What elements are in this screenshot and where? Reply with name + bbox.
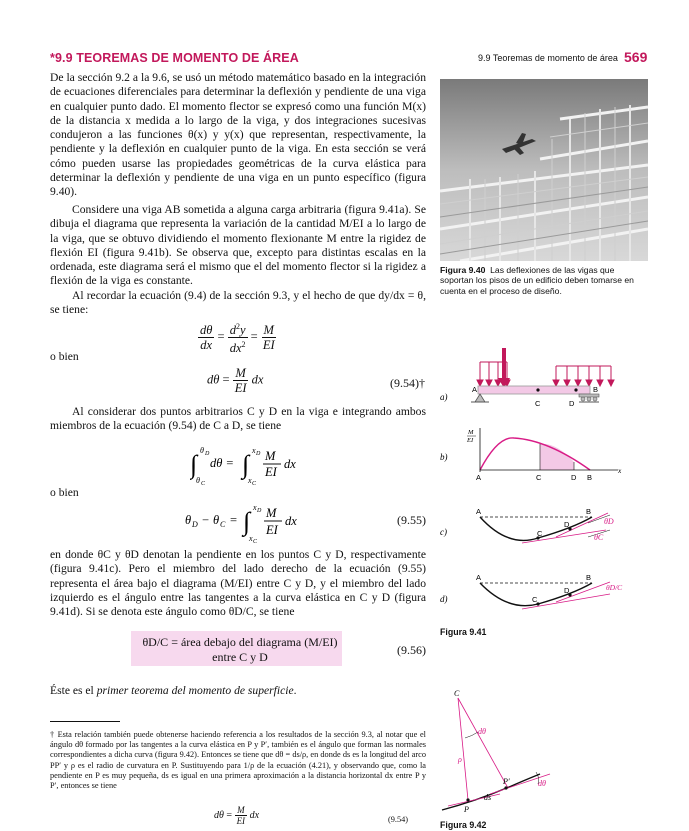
svg-text:θ: θ: [200, 446, 204, 455]
footnote-equation: dθ = $\frac{M}{EI}$ dx: [214, 805, 260, 826]
fig-9-41-sub-c: c): [440, 527, 447, 537]
equation-9-56-number: (9.56): [397, 643, 426, 657]
figure-9-40-photo: [440, 79, 648, 261]
fig-9-41-sub-b: b): [440, 452, 448, 462]
svg-text:θ: θ: [213, 513, 220, 527]
fig-9-41c-theta-D: θD: [604, 517, 614, 526]
equation-9-55-graphic: [185, 498, 315, 546]
svg-text:x: x: [249, 534, 253, 543]
svg-text:=: =: [230, 513, 238, 527]
svg-text:C: C: [253, 539, 258, 545]
svg-text:θ: θ: [196, 476, 200, 485]
fig-9-41d-point-A: A: [476, 573, 482, 582]
figure-9-42-label: Figura 9.42: [440, 820, 487, 830]
equation-9-4: $\frac{d\theta}{dx}$ = $\frac{d^2y}{dx^2}$ = $\frac{M}{EI}$: [200, 322, 275, 356]
equation-9-54: dθ = $\frac{M}{EI}$ dx: [207, 366, 264, 395]
fig-9-41a-point-B: B: [593, 385, 599, 394]
footnote: † Esta relación también puede obtenerse haciendo referencia a los resultados de la sección 9.3, al notar que el ángulo dθ formado por las tangentes a la curva elástica en P y P′, también es el ángulo que forman las normales correspondientes a dicha curva (figura 9.42). Entonces se tiene que dθ = ds/ρ, en donde ds es la longitud del arco PP′ y ρ es el radio de curvatura en P. Sustituyendo para 1/ρ de la ecuación (4.21), y observando que, como la pendiente en P es muy pequeña, ds es igual en una primera aproximación a la distancia horizontal dx entre P y P′, entonces se tiene: [50, 730, 426, 791]
section-title: *9.9 TEOREMAS DE MOMENTO DE ÁREA: [50, 51, 299, 65]
theorem-box-text: [140, 635, 340, 665]
equation-9-55: [185, 498, 315, 546]
equation-integral: [190, 443, 310, 488]
svg-text:C: C: [252, 481, 257, 487]
footnote-rule: [50, 721, 120, 722]
theorem-line-1: θD/C = área debajo del diagrama (M/EI): [142, 635, 338, 649]
svg-text:x: x: [253, 503, 257, 512]
fig-9-41-sub-a: a): [440, 392, 448, 402]
figure-9-41: [438, 340, 650, 625]
equation-9-54-number: (9.54)†: [390, 376, 425, 390]
fig-9-42-point-P: P: [464, 805, 469, 814]
fig-9-42-point-P-prime: P′: [503, 777, 510, 786]
running-head: 9.9 Teoremas de momento de área: [478, 53, 618, 63]
svg-text:M: M: [265, 449, 276, 463]
fig-9-41a-point-D: D: [569, 399, 575, 408]
body-paragraph-3: Al recordar la ecuación (9.4) de la sección 9.3, y el hecho de que dy/dx = θ, se tiene:: [50, 289, 426, 317]
fig-9-41a-point-A: A: [472, 385, 478, 394]
fig-9-42-dtheta-top: dθ: [478, 727, 486, 736]
fig-9-41b: [480, 428, 618, 472]
svg-text:EI: EI: [266, 523, 278, 537]
svg-text:C: C: [220, 520, 226, 529]
o-bien-2: o bien: [50, 486, 79, 499]
svg-text:D: D: [205, 451, 210, 457]
fig-9-41a-point-C: C: [535, 399, 541, 408]
body-paragraph-6: Éste es el primer teorema del momento de superficie.: [50, 684, 297, 697]
svg-text:dx: dx: [284, 457, 296, 471]
fig-9-41b-point-A: A: [476, 473, 482, 482]
fig-9-41b-x-label: x: [618, 466, 622, 475]
svg-text:dθ =: dθ =: [210, 456, 234, 470]
body-paragraph-5: en donde θC y θD denotan la pendiente en los puntos C y D, respectivamente (figura 9.41c). Pero el miembro del lado derecho de la ecuación (9.55) representa el área bajo el diagrama (M/EI) entre C y D, y el miembro del lado izquierdo es el ángulo entre las tangentes a la curva elástica en C y D (figura 9.41d). Si se denota este ángulo como θD/C, se tiene: [50, 548, 426, 619]
fig-9-41b-point-D: D: [571, 473, 577, 482]
fig-9-42-ds: ds: [484, 793, 492, 802]
fig-9-41b-point-B: B: [587, 473, 593, 482]
integral-equation-graphic: [190, 443, 310, 488]
svg-text:∫: ∫: [242, 450, 250, 479]
fig-9-41b-m-label: M: [468, 429, 474, 436]
o-bien-1: o bien: [50, 350, 79, 363]
figure-9-41-label: Figura 9.41: [440, 627, 487, 637]
svg-text:−: −: [202, 513, 210, 527]
svg-text:x: x: [248, 476, 252, 485]
fig-9-41c: [480, 513, 610, 543]
fig-9-41c-point-A: A: [476, 507, 482, 516]
fig-9-41d: [480, 582, 610, 609]
fig-9-42-rho: ρ: [458, 755, 462, 764]
fig-9-42-point-C: C: [454, 689, 460, 698]
figure-9-42: [440, 688, 560, 816]
svg-text:EI: EI: [265, 465, 277, 479]
svg-text:∫: ∫: [243, 507, 251, 536]
page-number: 569: [624, 49, 648, 65]
body-paragraph-2: Considere una viga AB sometida a alguna carga arbitraria (figura 9.41a). Se dibuja el diagrama que representa la variación de la cantidad M/EI a lo largo de la viga, que se obtuvo dividiendo el momento flexionante M entre la rigidez de flexión EI (figura 9.41b). Se observa que, excepto para distintas escalas en la ordenada, este diagrama será el mismo que el del momento flector si la rigidez a flexión de la viga es constante.: [50, 203, 426, 288]
svg-text:M: M: [266, 506, 277, 520]
fig-9-41c-point-D: D: [564, 520, 570, 529]
fig-9-41c-point-C: C: [537, 529, 543, 538]
body-paragraph-1: De la sección 9.2 a la 9.6, se usó un método matemático basado en la integración de ecuaciones diferenciales para determinar la deflexión y pendiente de una viga en cualquier punto dado. El momento flector se expresó como una función M(x) de la distancia x medida a lo largo de la viga, y dos integraciones sucesivas condujeron a las funciones θ(x) y y(x) que representan, respectivamente, la pendiente y la deflexión en cualquier punto de la viga. En esta sección se verá cómo pueden usarse las propiedades geométricas de la curva elástica para determinar la deflexión y pendiente de una viga en un punto específico (figura 9.40).: [50, 71, 426, 199]
svg-text:D: D: [192, 520, 198, 529]
svg-text:x: x: [252, 446, 256, 455]
svg-text:D: D: [257, 508, 262, 514]
fig-9-41c-theta-C: θC: [594, 533, 604, 542]
fig-9-41b-point-C: C: [536, 473, 542, 482]
fig-9-41c-point-B: B: [586, 507, 592, 516]
equation-9-55-number: (9.55): [397, 513, 426, 527]
footnote-equation-number: (9.54): [388, 815, 409, 824]
svg-text:C: C: [201, 481, 206, 487]
fig-9-41d-point-D: D: [564, 586, 570, 595]
body-paragraph-4: Al considerar dos puntos arbitrarios C y D en la viga e integrando ambos miembros de la ecuación (9.54) de C a D, se tiene: [50, 405, 426, 433]
fig-9-41b-ei-label: EI: [467, 437, 474, 444]
fig-9-41d-point-C: C: [532, 595, 538, 604]
svg-text:∫: ∫: [190, 450, 198, 479]
theorem-line-2: entre C y D: [212, 650, 268, 664]
svg-text:θ: θ: [185, 513, 192, 527]
fig-9-42-dtheta-bottom: dθ: [538, 779, 546, 788]
fig-9-41d-theta-DC: θD/C: [606, 583, 623, 592]
svg-text:D: D: [256, 451, 261, 457]
svg-text:dx: dx: [285, 514, 297, 528]
figure-9-40-caption: Figura 9.40 Las deflexiones de las vigas que soportan los pisos de un edificio deben tomarse en cuenta en el proceso de diseño.: [440, 265, 634, 296]
fig-9-41d-point-B: B: [586, 573, 592, 582]
fig-9-41-sub-d: d): [440, 594, 448, 604]
figure-9-40-label: Figura 9.40: [440, 265, 486, 275]
